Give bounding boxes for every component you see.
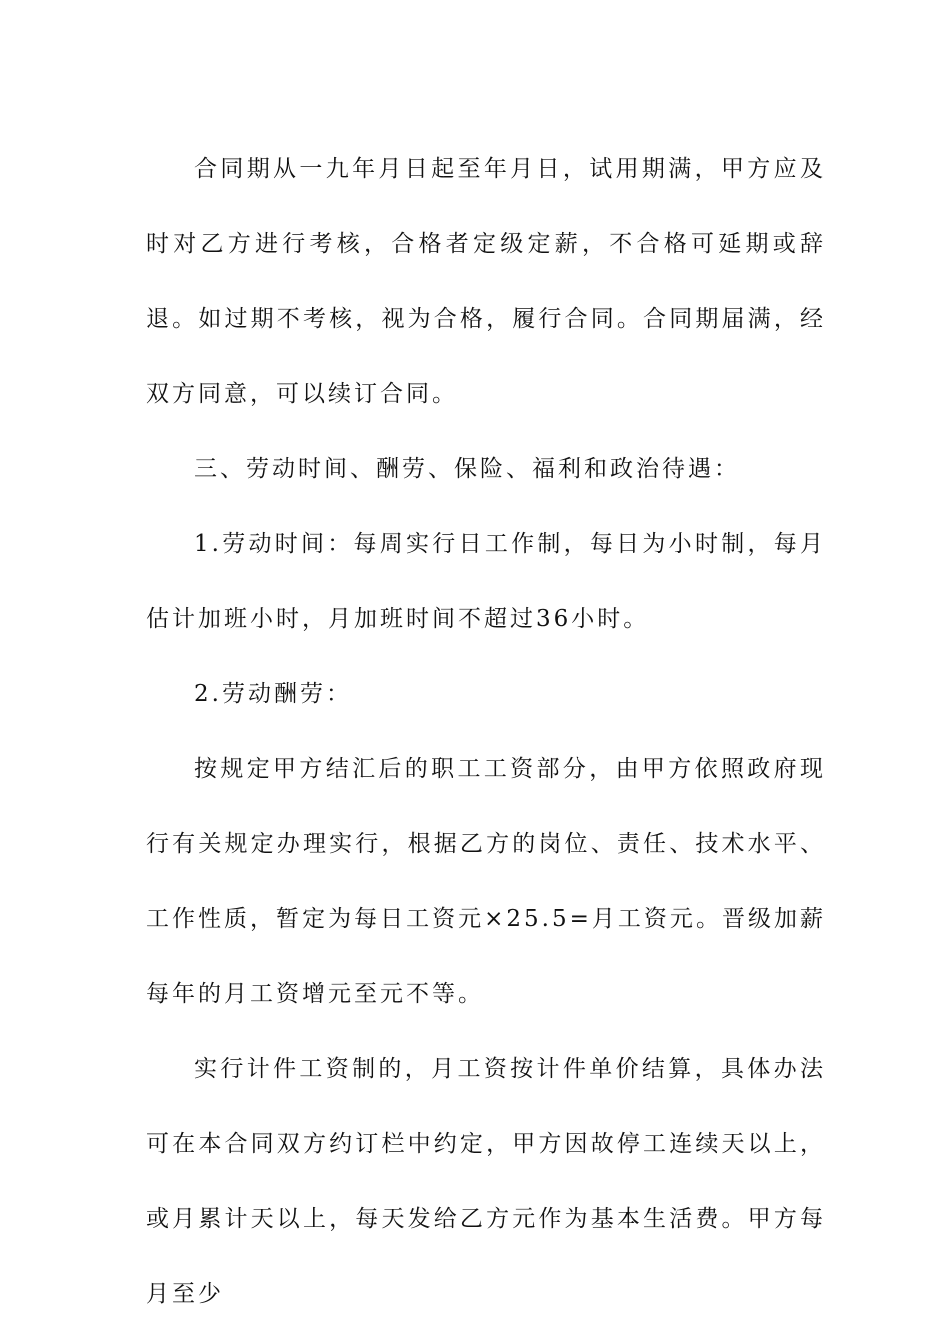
paragraph-wage-rules: 按规定甲方结汇后的职工工资部分，由甲方依照政府现行有关规定办理实行，根据乙方的岗位、责任、技术水平、工作性质，暂定为每日工资元×25.5=月工资元。晋级加薪每年的月工资增元至元不等。 — [146, 756, 826, 1007]
paragraph-piece-rate: 实行计件工资制的，月工资按计件单价结算，具体办法可在本合同双方约订栏中约定，甲方因故停工连续天以上，或月累计天以上，每天发给乙方元作为基本生活费。甲方每月至少 — [146, 1056, 826, 1307]
section-heading-labor-terms: 三、劳动时间、酬劳、保险、福利和政治待遇： — [194, 456, 740, 482]
subheading-labor-remuneration: 2.劳动酬劳： — [194, 681, 352, 707]
paragraph-contract-period: 合同期从一九年月日起至年月日，试用期满，甲方应及时对乙方进行考核，合格者定级定薪，不合格可延期或辞退。如过期不考核，视为合格，履行合同。合同期届满，经双方同意，可以续订合同。 — [146, 156, 826, 407]
paragraph-working-hours: 1.劳动时间：每周实行日工作制，每日为小时制，每月估计加班小时，月加班时间不超过36小时。 — [146, 531, 826, 632]
document-body — [146, 132, 826, 1332]
